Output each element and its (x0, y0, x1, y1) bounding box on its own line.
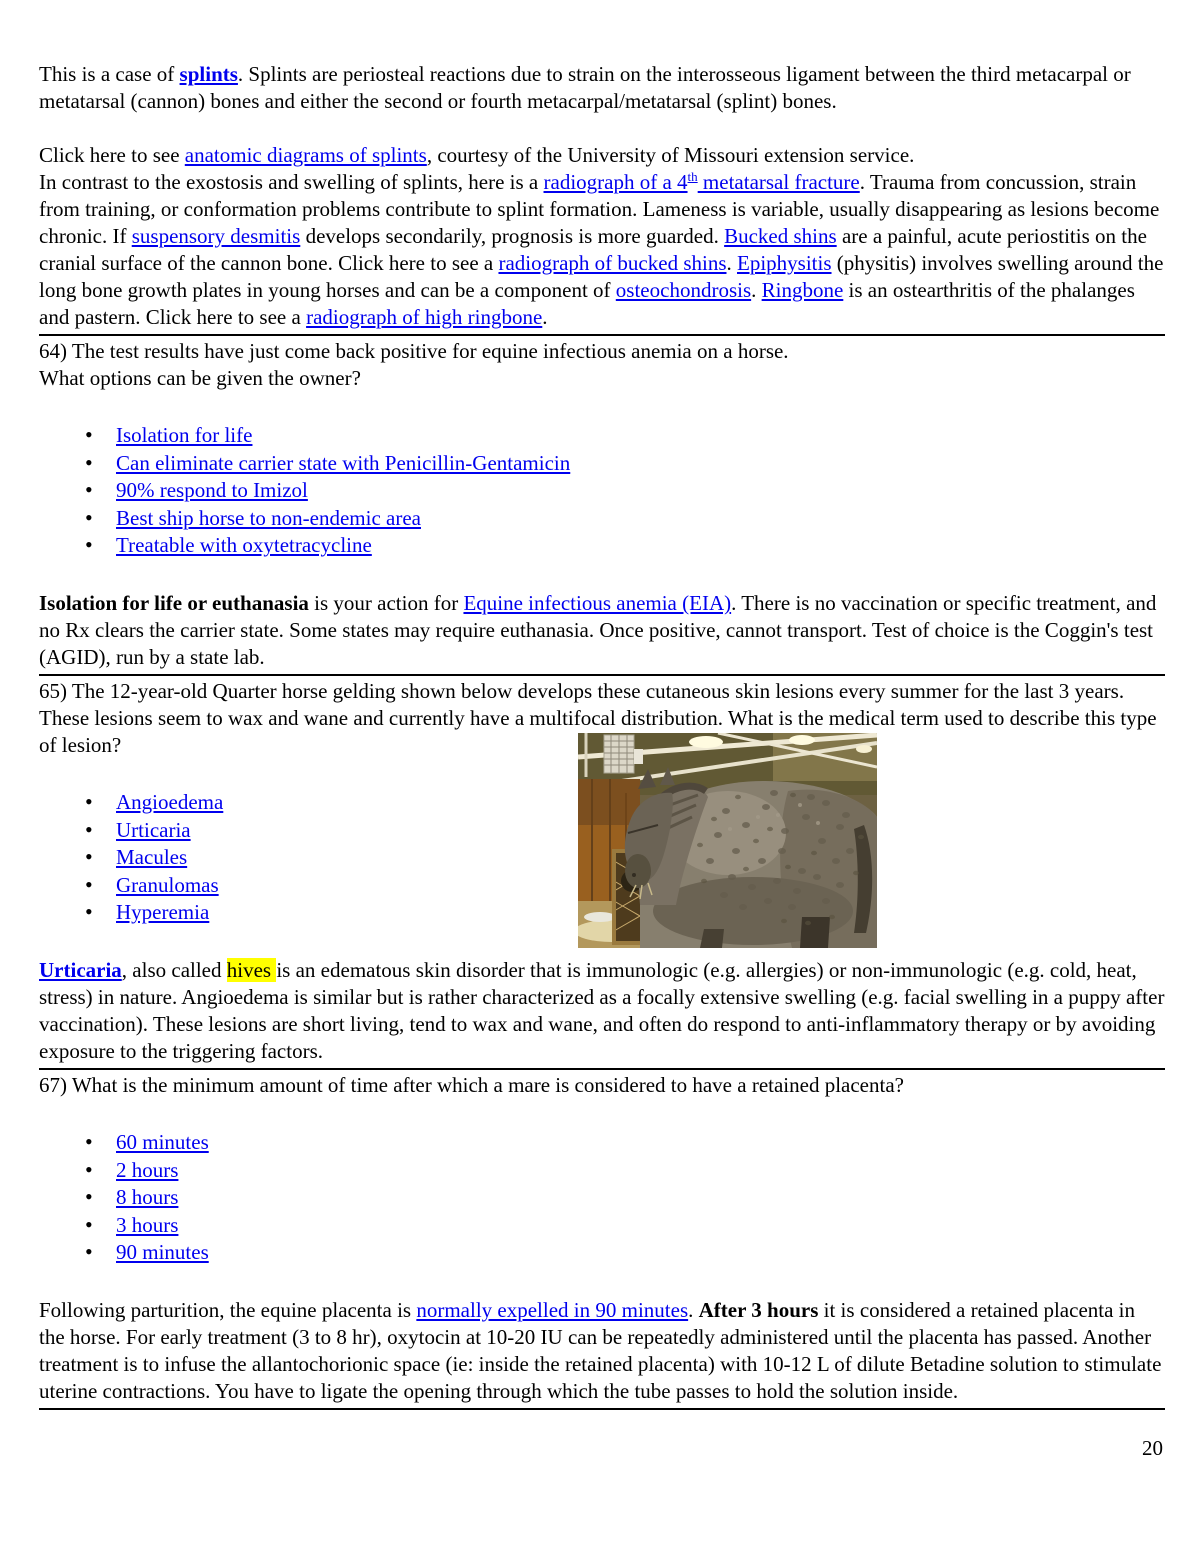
text-segment: . (751, 278, 762, 302)
answer-option-link[interactable]: Treatable with oxytetracycline (116, 533, 372, 558)
page-number: 20 (1142, 1435, 1163, 1460)
paragraph-click-here (39, 142, 1165, 169)
question-64-options (39, 422, 1165, 560)
text-segment: , courtesy of the University of Missouri extension service. (426, 143, 915, 167)
text-segment: . (542, 305, 548, 329)
answer-option (83, 899, 1165, 927)
text-segment: After 3 hours (698, 1297, 819, 1322)
text-segment: Following parturition, the equine placenta is (39, 1297, 417, 1322)
answer-option-link[interactable]: 90% respond to Imizol (116, 478, 308, 503)
answer-option (83, 532, 1165, 560)
answer-option-link[interactable]: 8 hours (116, 1185, 179, 1210)
inline-link[interactable]: Ringbone (761, 278, 844, 302)
question-separator (39, 334, 1165, 336)
text-segment: . There is no vaccination or specific treatment, and no Rx clears the carrier state. Some states may require euthanasia. Once positive, cannot transport. Test of choice is the Coggin's test (AGID), run by a state lab. (39, 590, 1157, 669)
text-segment: are a painful, acute periostitis on the cranial surface of the cannon bone. Click here to see a (39, 224, 1147, 275)
question-64 (39, 338, 1165, 671)
question-separator (39, 1068, 1165, 1070)
inline-link[interactable]: th (687, 169, 698, 184)
inline-link[interactable]: radiograph of high ringbone (306, 305, 543, 329)
text-segment: Click here to see (39, 143, 185, 167)
inline-link[interactable]: Epiphysitis (737, 251, 832, 275)
text-segment: In contrast to the exostosis and swelling of splints, here is a (39, 170, 544, 194)
answer-option (83, 872, 1165, 900)
answer-option-link[interactable]: Can eliminate carrier state with Penicillin-Gentamicin (116, 450, 571, 475)
text-segment: . Trauma from concussion, strain from training, or conformation problems contribute to splint formation. Lameness is variable, usually disappearing as lesions become chronic. If (39, 170, 1160, 248)
answer-option (83, 1129, 1165, 1157)
inline-link[interactable]: normally expelled in 90 minutes (416, 1297, 689, 1322)
highlighted-text: hives (226, 957, 277, 982)
inline-link[interactable]: radiograph of bucked shins (498, 251, 727, 275)
question-65 (39, 678, 1165, 1065)
answer-option-link[interactable]: 90 minutes (116, 1240, 209, 1265)
answer-option (83, 422, 1165, 450)
answer-64-explanation (39, 590, 1165, 671)
question-separator (39, 674, 1165, 676)
answer-option-link[interactable]: Granulomas (116, 872, 219, 897)
question-separator (39, 1408, 1165, 1410)
answer-option-link[interactable]: 60 minutes (116, 1129, 209, 1154)
answer-option-link[interactable]: 2 hours (116, 1157, 179, 1182)
answer-option (83, 477, 1165, 505)
answer-option (83, 1184, 1165, 1212)
text-segment: is an edematous skin disorder that is immunologic (e.g. allergies) or non-immunologic (e.g. cold, heat, stress) in nature. Angioedema is similar but is rather characterized as a focally extensive swelling (e.g. facial swelling in a puppy after vaccination). These lesions are short living, tend to wax and wane, and often do respond to anti-inflammatory therapy or by avoiding exposure to the triggering factors. (39, 957, 1165, 1063)
text-segment: Isolation for life or euthanasia (39, 590, 309, 615)
question-67-text (39, 1072, 1165, 1099)
inline-link[interactable]: Bucked shins (724, 224, 837, 248)
answer-option (83, 817, 1165, 845)
text-segment: (physitis) involves swelling around the long bone growth plates in young horses and can be a component of (39, 251, 1164, 302)
answer-option-link[interactable]: Hyperemia (116, 900, 210, 925)
answer-option (83, 1157, 1165, 1185)
inline-link[interactable]: anatomic diagrams of splints (184, 143, 427, 167)
text-segment: is your action for (308, 590, 464, 615)
inline-link[interactable]: suspensory desmitis (131, 224, 301, 248)
answer-65-explanation (39, 957, 1165, 1065)
text-segment: This is a case of (39, 62, 180, 86)
answer-option (83, 789, 1165, 817)
inline-link[interactable]: Equine infectious anemia (EIA) (463, 590, 732, 615)
text-segment: 65) The 12-year-old Quarter horse gelding shown below develops these cutaneous skin lesions every summer for the last 3 years. These lesions seem to wax and wane and currently have a multifocal distribution. What is the medical term used to describe this type of lesion? (39, 678, 1157, 757)
answer-option-link[interactable]: Isolation for life (116, 423, 253, 447)
paragraph-splints-case (39, 61, 1165, 115)
inline-link[interactable]: splints (179, 62, 238, 86)
inline-link[interactable]: Urticaria (39, 957, 122, 982)
inline-link[interactable]: osteochondrosis (615, 278, 752, 302)
answer-67-explanation (39, 1297, 1165, 1405)
answer-option (83, 450, 1165, 478)
text-segment: . (726, 251, 737, 275)
question-67 (39, 1072, 1165, 1405)
answer-option (83, 505, 1165, 533)
text-segment: . (688, 1297, 699, 1322)
answer-option-link[interactable]: 3 hours (116, 1212, 179, 1237)
text-segment: . Splints are periosteal reactions due to strain on the interosseous ligament between the third metacarpal or metatarsal (cannon) bones and either the second or fourth metacarpal/metatarsal (splint) bones. (39, 62, 1131, 113)
answer-option-link[interactable]: Urticaria (116, 817, 191, 842)
text-segment: What options can be given the owner? (39, 366, 361, 390)
text-segment: it is considered a retained placenta in the horse. For early treatment (3 to 8 hr), oxytocin at 10-20 IU can be repeatedly administered until the placenta has passed. Another treatment is to infuse the allantochorionic space (ie: inside the retained placenta) with 10-12 L of dilute Betadine solution to stimulate uterine contractions. You have to ligate the opening through which the tube passes to hold the solution inside. (39, 1297, 1162, 1403)
answer-option (83, 1239, 1165, 1267)
answer-option-link[interactable]: Macules (116, 845, 188, 870)
inline-link[interactable]: metatarsal fracture (697, 170, 860, 194)
text-segment: 67) What is the minimum amount of time after which a mare is considered to have a retained placenta? (39, 1072, 904, 1097)
answer-option-link[interactable]: Angioedema (116, 789, 224, 814)
text-segment: is an ostearthritis of the phalanges and pastern. Click here to see a (39, 278, 1135, 329)
blank-line (39, 115, 1165, 142)
question-65-options (39, 789, 1165, 927)
text-segment: , also called (121, 957, 227, 982)
inline-link[interactable]: radiograph of a 4 (543, 170, 688, 194)
text-segment: 64) The test results have just come back positive for equine infectious anemia on a horse. (39, 339, 789, 363)
answer-option (83, 844, 1165, 872)
answer-option-link[interactable]: Best ship horse to non-endemic area (116, 505, 421, 530)
text-segment: develops secondarily, prognosis is more guarded. (300, 224, 725, 248)
paragraph-splint-contrast (39, 169, 1165, 331)
question-64-text (39, 338, 1165, 392)
answer-option (83, 1212, 1165, 1240)
question-67-options (39, 1129, 1165, 1267)
